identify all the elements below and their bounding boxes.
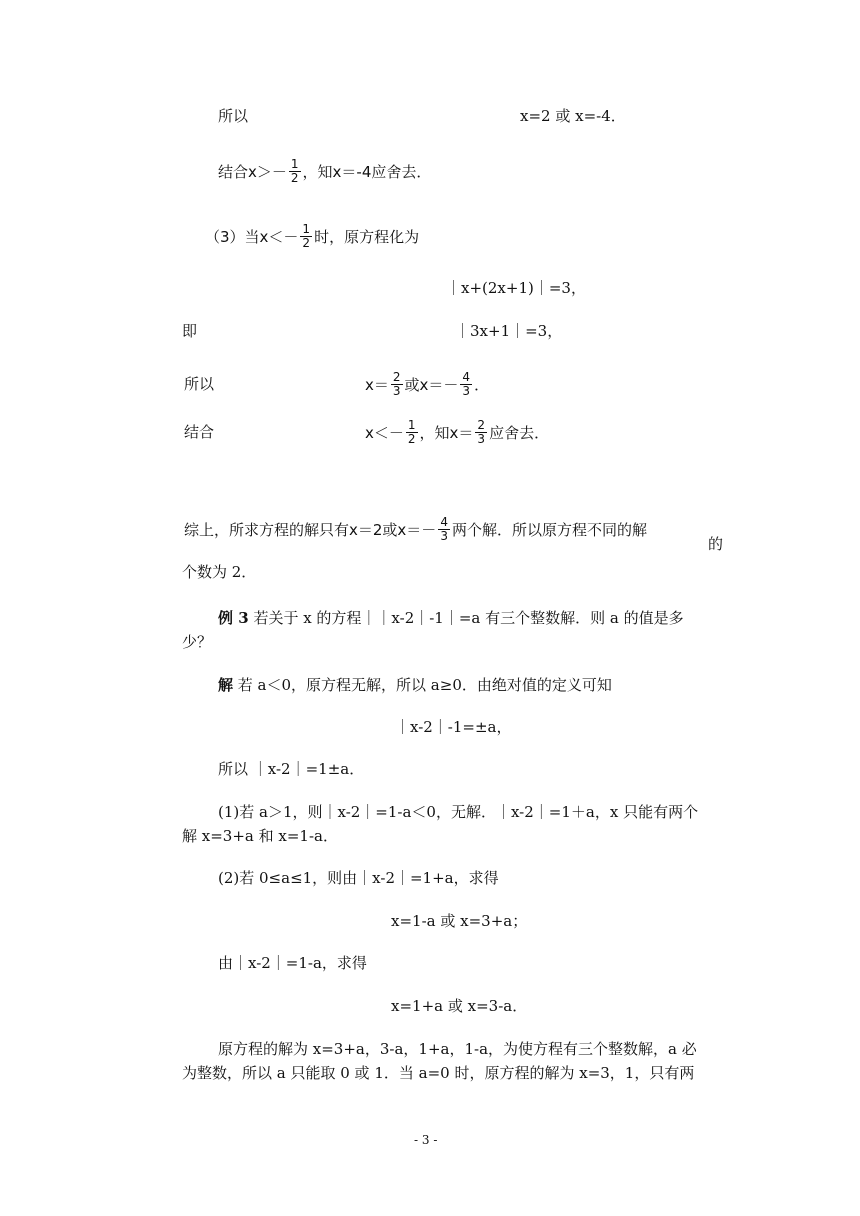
text-line: 所以 <box>184 375 215 393</box>
paragraph-line: 为整数，所以 a 只能取 0 或 1．当 a=0 时，原方程的解为 x=3，1，只有两 <box>182 1064 695 1082</box>
fraction-denominator: 2 <box>290 170 299 185</box>
text-line: x=2 或 x=-4． <box>520 107 626 125</box>
paragraph-line: 少？ <box>182 633 213 651</box>
fraction-numerator: 2 <box>392 369 401 384</box>
text-line: 即 <box>182 322 198 340</box>
example-text: 若关于 x 的方程｜｜x-2｜-1｜=a 有三个整数解．则 a 的值是多 <box>248 609 684 627</box>
math-text: 应舍去． <box>489 423 550 442</box>
fraction-numerator: 1 <box>290 156 299 171</box>
example-label: 例 3 <box>218 609 249 627</box>
math-text: （3）当x＜－ <box>205 227 299 246</box>
fraction-numerator: 2 <box>477 417 486 432</box>
fraction-numerator: 4 <box>462 369 471 384</box>
equation: ｜x-2｜-1=±a， <box>395 718 512 736</box>
paragraph-line: 由｜x-2｜=1-a，求得 <box>218 954 367 972</box>
fraction-numerator: 4 <box>440 514 448 529</box>
math-line <box>365 415 549 449</box>
fraction-denominator: 3 <box>440 528 448 543</box>
math-line <box>184 512 647 546</box>
math-text: 结合x＞－ <box>218 162 287 181</box>
fraction <box>438 516 450 543</box>
fraction <box>289 158 301 185</box>
page-number: - 3 - <box>414 1133 438 1147</box>
paragraph-line: (1)若 a＞1，则｜x-2｜=1-a＜0，无解．｜x-2｜=1＋a，x 只能有两个 <box>218 803 699 821</box>
fraction <box>475 419 487 446</box>
paragraph-line: (2)若 0≤a≤1，则由｜x-2｜=1+a，求得 <box>218 869 499 887</box>
math-line <box>205 219 419 253</box>
text-line: 的 <box>708 535 724 553</box>
math-text: 时，原方程化为 <box>314 227 420 246</box>
math-text: 综上，所求方程的解只有x＝2或x＝－ <box>184 520 437 539</box>
equation: x=1-a 或 x=3+a； <box>391 912 528 930</box>
paragraph-line <box>218 608 684 628</box>
fraction-numerator: 1 <box>407 417 416 432</box>
text-line: 所以 <box>218 107 249 125</box>
fraction-denominator: 3 <box>477 431 486 446</box>
math-text: ，知x＝-4应舍去． <box>302 162 432 181</box>
fraction <box>460 371 472 398</box>
fraction-denominator: 3 <box>392 383 401 398</box>
text-line: 结合 <box>184 423 215 441</box>
math-text: ，知x＝ <box>419 423 474 442</box>
fraction-denominator: 3 <box>462 383 471 398</box>
fraction-denominator: 2 <box>302 235 311 250</box>
math-text: 两个解．所以原方程不同的解 <box>451 520 647 539</box>
fraction <box>406 419 418 446</box>
text-line: 个数为 2． <box>182 563 257 581</box>
paragraph-line: 解 x=3+a 和 x=1-a． <box>182 827 338 845</box>
paragraph-line: 所以 ｜x-2｜=1±a． <box>218 760 365 778</box>
math-line <box>365 367 489 401</box>
equation: ｜x+(2x+1)｜=3， <box>446 279 586 297</box>
fraction-numerator: 1 <box>302 221 311 236</box>
math-text: 或x＝－ <box>404 375 459 394</box>
fraction <box>300 223 312 250</box>
paragraph-line <box>218 675 612 695</box>
solution-label: 解 <box>218 676 234 694</box>
equation: x=1+a 或 x=3-a． <box>391 997 528 1015</box>
fraction <box>391 371 403 398</box>
equation: ｜3x+1｜=3， <box>455 322 563 340</box>
paragraph-line: 原方程的解为 x=3+a，3-a，1+a，1-a，为使方程有三个整数解，a 必 <box>218 1040 697 1058</box>
fraction-denominator: 2 <box>407 431 416 446</box>
math-text: x＜－ <box>365 423 404 442</box>
math-text: x＝ <box>365 375 389 394</box>
solution-text: 若 a＜0，原方程无解，所以 a≥0．由绝对值的定义可知 <box>233 676 612 694</box>
math-line <box>218 154 431 188</box>
math-text: ． <box>474 375 490 394</box>
